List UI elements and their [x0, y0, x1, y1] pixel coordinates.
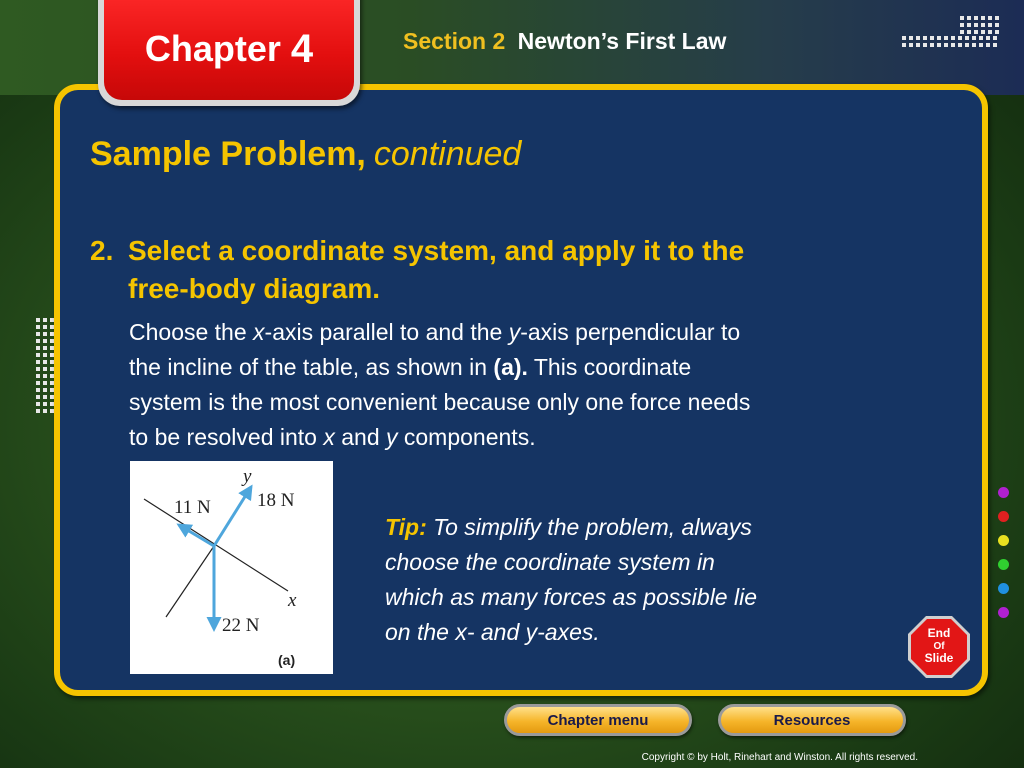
end-slide-line-3: Slide — [924, 651, 954, 665]
tip-line-4: on the x- and y-axes. — [385, 619, 600, 645]
decorative-dot-row — [902, 36, 997, 47]
end-slide-line-1: End — [927, 626, 951, 640]
body-text-fragment: the incline of the table, as shown in — [129, 354, 494, 380]
step-line-1: Select a coordinate system, and apply it to the — [128, 235, 745, 266]
slide-title-continued: continued — [373, 135, 522, 173]
tip-line-2: choose the coordinate system in — [385, 549, 715, 575]
resources-button[interactable]: Resources — [718, 704, 906, 736]
side-dot-2 — [998, 511, 1009, 522]
figure-reference: (a). — [493, 354, 528, 380]
section-title: Newton’s First Law — [517, 28, 727, 54]
decorative-dot-grid — [960, 16, 999, 34]
force-11n-arrow — [179, 525, 214, 546]
body-line-2 — [129, 350, 919, 385]
y-axis-label: y — [243, 466, 252, 487]
tip-label: Tip: — [385, 514, 427, 540]
chapter-tab-face — [104, 0, 354, 100]
body-text-fragment: components. — [397, 424, 536, 450]
copyright-notice: Copyright © by Holt, Rinehart and Winston. All rights reserved. — [641, 752, 918, 763]
body-line-3: system is the most convenient because only one force needs — [129, 389, 751, 415]
side-dot-4 — [998, 559, 1009, 570]
force-18n-label: 18 N — [257, 490, 295, 511]
body-paragraph — [129, 315, 919, 455]
end-of-slide-button[interactable] — [906, 614, 972, 680]
chapter-tab — [98, 0, 360, 106]
chapter-number: 4 — [290, 26, 314, 71]
side-dot-5 — [998, 583, 1009, 594]
figure-caption: (a) — [278, 652, 296, 668]
step-number: 2. — [90, 235, 114, 266]
section-header — [403, 28, 726, 55]
chapter-label: Chapter — [144, 28, 281, 69]
body-text-fragment: y — [386, 424, 398, 450]
side-dot-1 — [998, 487, 1009, 498]
tip-line-1 — [385, 510, 865, 545]
tip-line-3: which as many forces as possible lie — [385, 584, 757, 610]
chapter-menu-button[interactable]: Chapter menu — [504, 704, 692, 736]
y-axis-line-lower — [166, 546, 214, 617]
step-heading — [90, 232, 910, 308]
body-text-fragment: x — [323, 424, 335, 450]
decorative-dot-column — [36, 318, 54, 413]
x-axis-label: x — [288, 590, 297, 611]
force-11n-label: 11 N — [174, 497, 211, 518]
section-label: Section 2 — [403, 28, 506, 54]
tip-text: To simplify the problem, always — [426, 514, 752, 540]
body-text-fragment: y — [508, 319, 521, 345]
free-body-diagram — [130, 461, 333, 674]
body-line-1 — [129, 315, 919, 350]
slide-title-main: Sample Problem, — [90, 135, 366, 173]
free-body-diagram-svg — [130, 461, 333, 674]
body-text-fragment: and — [334, 424, 386, 450]
body-text-fragment: x — [253, 319, 265, 345]
step-line-2: free-body diagram. — [128, 273, 381, 304]
body-text-fragment: to be resolved into — [129, 424, 324, 450]
body-text-fragment: This coordinate — [527, 354, 692, 380]
tip-box — [385, 510, 865, 650]
force-22n-label: 22 N — [222, 615, 260, 636]
force-18n-arrow — [214, 487, 251, 546]
end-slide-line-2: Of — [933, 641, 945, 652]
body-text-fragment: -axis parallel to and the — [264, 319, 509, 345]
side-dot-3 — [998, 535, 1009, 546]
body-line-4 — [129, 420, 919, 455]
stop-sign-icon — [906, 614, 972, 680]
body-text-fragment: Choose the — [129, 319, 254, 345]
body-text-fragment: -axis perpendicular to — [520, 319, 741, 345]
side-dot-6 — [998, 607, 1009, 618]
slide-title — [90, 135, 521, 174]
